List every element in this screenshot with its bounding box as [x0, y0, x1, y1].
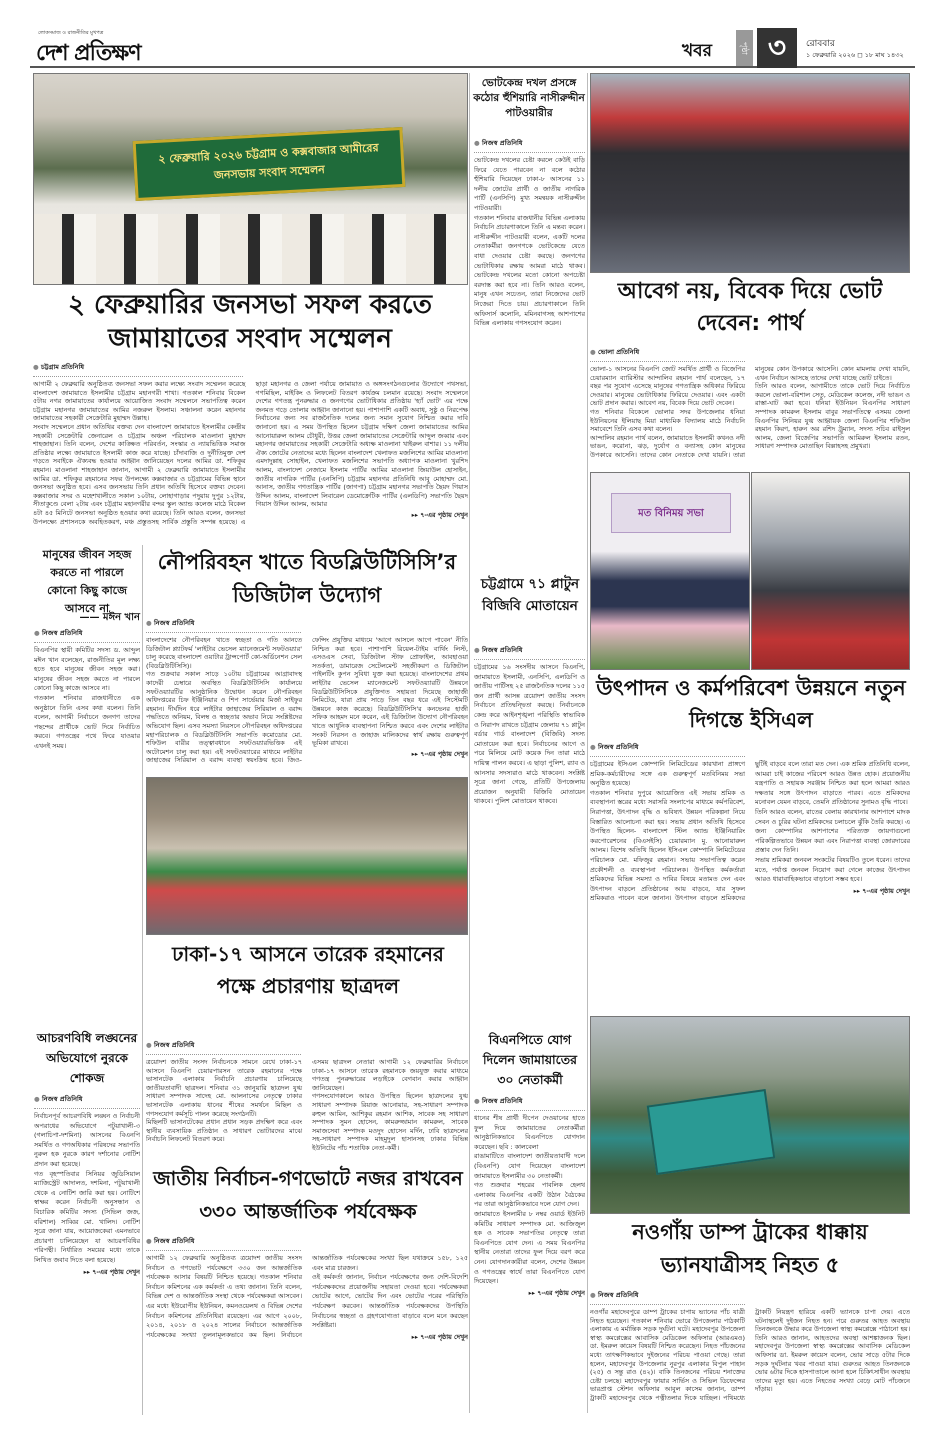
- headline-naogaon[interactable]: নওগাঁয় ডাম্প ট্রাকের ধাক্কায় ভ্যানযাত্রীসহ নিহত ৫: [632, 1220, 868, 1277]
- byline: ● নিজস্ব প্রতিনিধি: [146, 618, 301, 633]
- headline-join-bnp[interactable]: বিএনপিতে যোগ দিলেন জামায়াতের ৩০ নেতাকর্মী: [483, 1032, 577, 1087]
- article-naogaon: [590, 1290, 910, 1414]
- article-partha: [590, 347, 910, 469]
- quote-author: —— মঈন খান: [79, 612, 140, 623]
- paragraph: রাঙামাটিতে বাংলাদেশ জাতীয়তাবাদী দলে (বিএনপি) যোগ দিয়েছেন বাংলাদেশ জামায়াতে ইসলামীর ৩০ নেতাকর্মী।: [474, 1152, 585, 1180]
- headline-bgb[interactable]: চট্টগ্রামে ৭১ প্লাটুন বিজিবি মোতায়েন: [480, 576, 580, 614]
- byline: ● ভোলা প্রতিনিধি: [590, 347, 745, 362]
- headline-nur[interactable]: আচরণবিধি লঙ্ঘনের অভিযোগে নুরকে শোকজ: [36, 1031, 138, 1085]
- chhatradal-rally-photo: [146, 777, 468, 935]
- dump-truck-accident-photo: [590, 1016, 910, 1214]
- truck: [647, 1089, 776, 1175]
- paragraph: গতকাল শনিবার রাজধানীতে এক অনুষ্ঠানে তিনি এসব কথা বলেন। তিনি বলেন, আগামী নির্বাচনে জনগণ তাদের পছন্দের প্রার্থীকে ভোট দিয়ে নির্বাচিত করবে। গণতন্ত্রের পথে ফিরে যাওয়ার এখনই সময়।: [34, 693, 140, 750]
- byline: ● নিজস্ব প্রতিনিধি: [474, 138, 585, 153]
- masthead: [30, 28, 915, 68]
- banner-text: মত বিনিময় সভা: [638, 508, 704, 519]
- article-body: [590, 365, 910, 473]
- paragraph: গত বৃহস্পতিবার সিনিয়র জুডিসিয়াল ম্যাজিস্ট্রেট আদালত, দশমিনা, পটুয়াখালী থেকে এ নোটিশ জারি করা হয়। নোটিশে স্বাক্ষর করেন নির্বাচনী অনুসন্ধান ও বিচারিক কমিটির সদস্য (সিভিল জজ, বরিশাল) সাব্বির মো. খালিদ। নোটিশ সূত্রে জানা যায়, আয়োজকেরা এমনভাবে প্রচারণা চালিয়েছেন যা আচরণবিধির পরিপন্থী। নির্ধারিত সময়ের মধ্যে তাকে লিখিত জবাব দিতে বলা হয়েছে।: [34, 1169, 140, 1264]
- meeting-banner: [611, 493, 731, 533]
- paragraph: তিনি আরও বলেন, আগামীতে তাকে ভোট দিয়ে নির্বাচিত করলে ভোলা-বরিশাল সেতু, মেডিকেল কলেজ, নদী ভাঙন ও রাস্তা-ঘাট করা হবে। ধনিয়া ইউনিয়ন বিএনপির সাধারণ সম্পাদক কামরুল ইসলাম বাবুর সভাপতিত্বে এসময় জেলা বিএনপির সিনিয়র যুগ্ম আহ্বায়ক জেলা বিএনপির শফিউল রহমান কিরণ, হারুন অর রশিদ ট্রুম্যান, সদস্য সচিব রাইসুল আলম, জেলা বিজেপির সভাপতি আমিরুল ইসলাম রতন, সাধারণ সম্পাদক মোতাছিন বিল্লাহসহ প্রমুখরা।: [755, 382, 910, 451]
- article-body: [474, 663, 585, 1031]
- article-body: [146, 1254, 468, 1418]
- article-body: [33, 380, 468, 540]
- page-label: পৃষ্ঠা: [736, 30, 753, 66]
- continued-link[interactable]: ▸▸ ৭-এর পৃষ্ঠায় দেখুন: [312, 750, 468, 759]
- partha-rally-photo: [590, 73, 910, 273]
- byline: ● নিজস্ব প্রতিনিধি: [590, 1290, 745, 1305]
- byline: ● চট্টগ্রাম প্রতিনিধি: [33, 362, 243, 377]
- headline-moyeen[interactable]: মানুষের জীবন সহজ করতে না পারলে কোনো কিছু কাজে আসবে না: [42, 548, 132, 615]
- ecl-audience-photo: [751, 472, 910, 670]
- photo-banner: [133, 127, 406, 201]
- article-body: [474, 1114, 585, 1420]
- article-body: [590, 1308, 910, 1418]
- paragraph: চট্টগ্রামের ইসিএল কোম্পানি লিমিটেডের কারখানা প্রাঙ্গণে শ্রমিক-কর্মচারীদের সঙ্গে এক গুরুত্বপূর্ণ মতবিনিময় সভা অনুষ্ঠিত হয়েছে।: [590, 760, 745, 788]
- newspaper-logo[interactable]: দেশ প্রতিক্ষণ: [36, 41, 141, 66]
- byline: ● নিজস্ব প্রতিনিধি: [474, 645, 585, 660]
- paragraph: আগামী ১২ ফেব্রুয়ারি অনুষ্ঠিতব্য ত্রয়োদশ জাতীয় সংসদ নির্বাচন ও গণভোট পর্যবেক্ষণে ৩৩০ জন আন্তর্জাতিক পর্যবেক্ষক আসার বিষয়টি নিশ্চিত হয়েছে। গতকাল শনিবার নির্বাচন কমিশনের এক কর্মকর্তা এ তথ্য জানান। তিনি বলেন, বিভিন্ন দেশ ও আন্তর্জাতিক সংস্থা থেকে পর্যবেক্ষকরা আসবেন। এর মধ্যে ইউরোপীয় ইউনিয়ন, কমনওয়েলথ ও বিভিন্ন দেশের নির্বাচন কমিশনের প্রতিনিধিরা রয়েছেন। এর আগে ২০০৮, ২০১৪, ২০১৮ ও ২০২৪ সালের নির্বাচনে আন্তর্জাতিক পর্যবেক্ষকের সংখ্যা তুলনামূলকভাবে কম ছিল। নির্বাচনে আন্তর্জাতিক পর্যবেক্ষকের সংখ্যা ছিল যথাক্রমে ১৫৮, ১২৫ এবং মাত্র চারজন।: [146, 1254, 468, 1339]
- headline-jamaat[interactable]: ২ ফেব্রুয়ারির জনসভা সফল করতে জামায়াতের সংবাদ সম্মেলন: [67, 290, 433, 354]
- paragraph: আগামী ২ ফেব্রুয়ারি অনুষ্ঠিতব্য জনসভা সফল করার লক্ষ্যে সংবাদ সম্মেলন করেছে বাংলাদেশ জামায়াতে ইসলামীর চট্টগ্রাম মহানগরী শাখা। গতকাল শনিবার বিকেল ৫টায় নগর জামায়াতের কার্যালয়ে আয়োজিত সংবাদ সম্মেলনে সভাপতিত্ব করেন চট্টগ্রাম মহানগর জামায়াতের আমির নজরুল ইসলাম। সঞ্চালনা করেন মহানগর জামায়াতের সহকারী সেক্রেটারি মুহাম্মদ উল্লাহ।: [33, 380, 246, 423]
- paragraph: গণসংযোগকালে আরও উপস্থিত ছিলেন ছাত্রদলের যুগ্ম সাধারণ সম্পাদক রিয়াজ আনোয়ার, সহ-সাধারণ সম্পাদক রুহুল আমিন, আশিকুর রহমান আশিক, সাবেক সহ সাধারণ সম্পাদক সুমন হোসেন, কামরুজ্জামান কামরুল, সাবেক সমাজসেবা সম্পাদক মওদুদ হোসেন মর্দিন, ঢাবি ছাত্রদলের সহ-সাধারণ সম্পাদক মাহমুদুল হাসানসহ ঢাকার বিভিন্ন ইউনিটের পাঁচ শতাধিক নেতা-কর্মী।: [312, 1092, 468, 1152]
- paragraph: সংবাদ সম্মেলনে প্রধান অতিথির বক্তব্য দেন বাংলাদেশ জামায়াতে ইসলামীর কেন্দ্রীয় সহকারী সেক্রেটারি জেনারেল ও চট্টগ্রাম অঞ্চল পরিচালক মাওলানা মুহাম্মদ শাহজাহান। তিনি বলেন, দেশের কাঙ্ক্ষিত পরিবর্তন, সংস্কার ও ন্যায়ভিত্তিক সমাজ প্রতিষ্ঠার লক্ষ্যে জামায়াতে ইসলামী কাজ করে যাচ্ছে। চাঁদাবাজি ও দুর্নীতিমুক্ত দেশ গড়তে সবাইকে ঐক্যবদ্ধ হওয়ার আহ্বান জানিয়েছেন দলের আমির ডা. শফিকুর রহমান। মাওলানা শাহজাহান জানান, আগামী ২ ফেব্রুয়ারি জামায়াতে ইসলামীর আমির ডা. শফিকুর রহমানের সফর উপলক্ষ্যে কক্সবাজার ও চট্টগ্রামের বিভিন্ন স্থানে জনসভা অনুষ্ঠিত হবে। এসব জনসভায় তিনি প্রধান অতিথি হিসেবে বক্তব্য দেবেন। কক্সবাজার সদর ও মহেশখালীতে সকাল ১০টায়, লোহাগাড়ার পদুয়ায় দুপুর ১২টায়, সীতাকুণ্ডে বেলা ২টায় এবং চট্টগ্রাম মহানগরীর বন্দর স্কুল অ্যান্ড কলেজ মাঠে বিকেল ৪টা ৪৫ মিনিটে জনসভা অনুষ্ঠিত হওয়ার কথা রয়েছে। তিনি আরও বলেন, জনসভা উপলক্ষ্যে প্রশাসনকে অবহিতকরণ, মঞ্চ প্রস্তুতসহ সার্বিক প্রস্তুতি সম্পন্ন হয়েছে। এ ছাড়া মহানগর ও জেলা পর্যায়ে জামায়াত ও অঙ্গসংগঠনগুলোর উদ্যোগে পথসভা, গণমিছিল, মাইকিং ও লিফলেট বিতরণ কার্যক্রম চলমান রয়েছে। সংবাদ সম্মেলনে দেশের গণতন্ত্র পুনরুদ্ধার ও জনগণের ভোটাধিকার প্রতিষ্ঠায় 'হ্যাঁ ভোট' এর পক্ষে জনমত গড়ে তোলার আহ্বান জানানো হয়। পাশাপাশি একটি অবাধ, সুষ্ঠু ও নিরপেক্ষ নির্বাচনের জন্য সব রাজনৈতিক দলের জন্য সমান সুযোগ নিশ্চিত করার দাবি জানানো হয়। এ সময় উপস্থিত ছিলেন চট্টগ্রাম দক্ষিণ জেলা জামায়াতের আমির আনোয়ারুল আলম চৌধুরী, উত্তর জেলা জামায়াতের সেক্রেটারি আব্দুল জব্বার এবং মহানগর জামায়াতের সহকারী সেক্রেটারি অধ্যক্ষ মাওলানা খাইরুল বাশার। ১১ দলীয় ঐক্য জোটের নেতাদের মধ্যে ছিলেন বাংলাদেশ খেলাফত মজলিশের আমির মাওলানা এমদাদুল্লাহ সোহাইল, খেলাফত মজলিশের সভাপতি অধ্যাপক মাওলানা খুরশিদ আলম, বাংলাদেশ নেজামে ইসলাম পার্টির আমির মাওলানা জিয়াউল হোসাইন, জাতীয় নাগরিক পার্টির (এনসিপি) চট্টগ্রাম মহানগর প্রতিনিধি আবু মোহাম্মদ মো. আনাস, জাতীয় গণতান্ত্রিক পার্টির (জাগপা) চট্টগ্রাম মহানগর সভাপতি ছৈয়দ গিয়াস উদ্দিন আলম, বাংলাদেশ লিবারেল ডেমোক্রেটিক পার্টির (এলডিপি) সভাপতি ছৈয়দ গিয়াস উদ্দিন আলম, আমার: [33, 380, 468, 526]
- paragraph: এসময় ছাত্রদল নেতারা আগামী ১২ ফেব্রুয়ারির নির্বাচনে ঢাকা-১৭ আসনে তারেক রহমানকে জয়যুক্ত করার মাধ্যমে গণতন্ত্র পুনরুদ্ধারের লড়াইকে বেগবান করার আহ্বান জানিয়েছেন।: [312, 1058, 468, 1092]
- byline: ● নিজস্ব প্রতিনিধি: [146, 1040, 301, 1055]
- article-observers: [146, 1236, 468, 1414]
- paragraph: গতকাল শনিবার রাজধানীর বিভিন্ন এলাকায় নির্বাচনি প্রচারণাকালে তিনি এ মন্তব্য করেন। নাসীরুদ্দীন পাটওয়ারী বলেন, একটি দলের নেতাকর্মীরা জনগণকে ভোটকেন্দ্রে যেতে বাধা দেওয়ার চেষ্টা করছে। জনগণের ভোটাধিকার রক্ষায় আমরা মাঠে থাকব। ভোটকেন্দ্র দখলের মতো কোনো অপচেষ্টা বরদাস্ত করা হবে না। তিনি আরও বলেন, মানুষ এখন সচেতন, তারা নিজেদের ভোট নিজেরা দিতে চায়। প্রচারণাকালে তিনি অফিসার্স কলোনি, মমিনবাগসহ আশপাশের বিভিন্ন এলাকায় গণসংযোগ করেন।: [474, 213, 585, 328]
- paragraph: আন্দালিব রহমান পার্থ বলেন, জামায়াতে ইসলামী কখনও নদী ভাঙন, করোনা, ঝড়, দুর্যোগ ও বন্যাসহ কোন মানুষের উপকারে আসেনি। তাদের কোন নেতাকে দেখা যায়নি। তারা মানুষের কোন উপকারে আসেনি। কোন মামলায় দেখা যায়নি, এখন নির্বাচন আসছে তাদের দেখা যাচ্ছে ভোট চাইতে।: [590, 365, 910, 459]
- banner-text: ২ ফেব্রুয়ারি ২০২৬ চট্টগ্রাম ও কক্সবাজার আমীরের জনসভায় সংবাদ সম্মেলন: [157, 141, 379, 182]
- article-jamaat: [33, 362, 468, 537]
- paragraph: বাংলাদেশের নৌপরিবহন খাতে স্বচ্ছতা ও গতি আনতে ডিজিটাল প্ল্যাটফর্ম 'লাইটার ভেসেল ম্যানেজমেন্ট সফটওয়্যার' চালু করেছে বাংলাদেশ ওয়াটার ট্রান্সপোর্ট কো-অর্ডিনেশন সেল (বিডব্লিউটিসিসি)।: [146, 636, 302, 670]
- photo-caption: ধানের শীষ প্রার্থী দীপেন দেওয়ানের হাতে ফুল দিয়ে জামায়াতের নেতাকর্মীরা আনুষ্ঠানিকভাবে বিএনপিতে যোগদান করেছেন। ছবি : কালবেলা: [474, 1114, 585, 1151]
- article-patwari: [474, 138, 585, 568]
- article-nur: [34, 1094, 140, 1414]
- article-chhatradal: [146, 1040, 468, 1158]
- paragraph: ওই কর্মকর্তা জানান, নির্বাচন পর্যবেক্ষণের জন্য দেশি-বিদেশি পর্যবেক্ষকদের প্রয়োজনীয় সহায়তা দেওয়া হবে। পর্যবেক্ষকরা ভোটের আগে, ভোটের দিন এবং ভোটের পরের পরিস্থিতি পর্যবেক্ষণ করবেন। আন্তর্জাতিক পর্যবেক্ষকদের উপস্থিতি নির্বাচনের স্বচ্ছতা ও গ্রহণযোগ্যতা বাড়াবে বলে মনে করছেন সংশ্লিষ্টরা।: [312, 1273, 468, 1330]
- paragraph: তিনি আরও বলেন, রাতের বেলায় কারখানার আশপাশে মাদক সেবন ও চুরির ঘটনা শ্রমিকদের চলাচলে ঝুঁকি তৈরি করছে। এ জন্য কোম্পানির আশপাশের পরিত্যক্ত জায়গাগুলো পরিকল্পিতভাবে উন্নয়ন করা এবং নিরাপত্তা ব্যবস্থা জোরদারের প্রস্তাব দেন তিনি।: [755, 807, 910, 855]
- paragraph: মিছিলটি ভাসানটেকের প্রধান প্রধান সড়ক প্রদক্ষিণ করে এবং স্থানীয় ব্যবসায়িক প্রতিষ্ঠান ও সাধারণ ভোটারদের মাঝে নির্বাচনি লিফলেট বিতরণ করে।: [146, 1118, 302, 1144]
- paragraph: গত শুক্রবার শহরের পাবলিক হেলথ এলাকায় বিএনপির একটি উঠান বৈঠকের পর তারা আনুষ্ঠানিকভাবে দলে যোগ দেন।: [474, 1181, 585, 1209]
- byline: ● নিজস্ব প্রতিনিধি: [34, 628, 140, 643]
- paragraph: নওগাঁর মহাদেবপুরে ডাম্প ট্রাকের চাপায় ভ্যানের পাঁচ যাত্রী নিহত হয়েছেন। গতকাল শনিবার ভোরে উপজেলার পাঠকাটি এলাকায় এ মর্মান্তিক সড়ক দুর্ঘটনা ঘটে। মহাদেবপুর উপজেলা স্বাস্থ্য কমপ্লেক্সের আবাসিক মেডিকেল অফিসার (আরএমও) ডা. ইমরুল কায়েস বিষয়টি নিশ্চিত করেছেন। নিহত পাঁচজনের মধ্যে তাৎক্ষণিকভাবে দুইজনের পরিচয় পাওয়া গেছে। তারা হলেন, মহাদেবপুর উপজেলার নুরপুর এলাকার বিপুল পাহান (২৫) ও সন্তু রাও (৪২)। বাকি তিনজনের পরিচয় শনাক্তের চেষ্টা চলছে। মহাদেবপুর ফায়ার সার্ভিস ও সিভিল ডিফেন্সের ভারপ্রাপ্ত স্টেশন অফিসার আবুল কাসেম জানান, ডাম্প ট্রাকটি মহাদেবপুর থেকে পত্নীতলার দিকে যাচ্ছিল। পথিমধ্যে ট্রাকটি নিয়ন্ত্রণ হারিয়ে একটি ভ্যানকে চাপা দেয়। এতে ঘটনাস্থলেই দুইজন নিহত হন। পরে গুরুতর আহত অবস্থায় তিনজনকে উদ্ধার করে উপজেলা স্বাস্থ্য কমপ্লেক্সে পাঠানো হয়। তিনি আরও জানান, আহতদের অবস্থা আশঙ্কাজনক ছিল। মহাদেবপুর উপজেলা স্বাস্থ্য কমপ্লেক্সের আবাসিক মেডিকেল অফিসার ডা. ইমরুল কায়েস বলেন, ভোর সাড়ে ৫টার দিকে সড়ক দুর্ঘটনার খবর পাওয়া যায়। গুরুতর আহত তিনজনকে ভোর ৬টার দিকে হাসপাতালে আনা হলে চিকিৎসাধীন অবস্থায় তাদের মৃত্যু হয়। এতে নিহতের সংখ্যা বেড়ে মোট পাঁচজনে দাঁড়ায়।: [590, 1308, 910, 1402]
- paragraph: জামায়াতে ইসলামীর ৮ নম্বর ওয়ার্ড ইউনিট কমিটির সাধারণ সম্পাদক মো. আজিজুল হক ও সাবেক সভাপতির নেতৃত্বে তারা বিএনপিতে যোগ দেন। এ সময় বিএনপির স্থানীয় নেতারা তাদের ফুল দিয়ে বরণ করে নেন। যোগদানকারীরা বলেন, দেশের উন্নয়ন ও গণতন্ত্রের স্বার্থে তারা বিএনপিতে যোগ দিয়েছেন।: [474, 1209, 585, 1286]
- article-body: [474, 156, 585, 574]
- article-body: [146, 636, 468, 778]
- article-bgb: [474, 645, 585, 1025]
- article-body: [590, 760, 910, 1016]
- paragraph: সভায় শ্রমিকরা জনবল সংকটের বিষয়টিও তুলে ধরেন। তাদের মতে, পর্যাপ্ত জনবল নিয়োগ করা গেলে কাজের উৎপাদন আরও ধারাবাহিকভাবে বাড়ানো সম্ভব হবে।: [755, 855, 910, 884]
- headline-chhatradal[interactable]: ঢাকা-১৭ আসনে তারেক রহমানের পক্ষে প্রচারণায় ছাত্রদল: [172, 942, 444, 998]
- masthead-tagline: লোকসমাজ ও রাজনীতির মুখপত্র: [38, 30, 104, 36]
- continued-link[interactable]: ▸▸ ৭-এর পৃষ্ঠায় দেখুন: [474, 1289, 585, 1299]
- article-bwtcc: [146, 618, 468, 773]
- continued-link[interactable]: ▸▸ ৭-এর পৃষ্ঠায় দেখুন: [34, 1268, 140, 1278]
- paragraph: চট্টগ্রামের ১৬ সংসদীয় আসনে বিএনপি, জামায়াতে ইসলামী, এনসিপি, এলডিপি ও জাতীয় পার্টিসহ ২৫ রাজনৈতিক দলের ১১৫ জন প্রার্থী আসন্ন ত্রয়োদশ জাতীয় সংসদ নির্বাচনে প্রতিদ্বন্দ্বিতা করছে। নির্বাচনকে কেন্দ্র করে আইনশৃঙ্খলা পরিস্থিতি স্বাভাবিক ও নিরাপদ রাখতে চট্টগ্রাম জেলায় ৭১ প্লাটুন বর্ডার গার্ড বাংলাদেশ (বিজিবি) সদস্য মোতায়েন করা হবে। নির্বাচনের আগে ও পরে মিলিয়ে মোট কয়েক দিন তারা মাঠে দায়িত্ব পালন করবে। এ ছাড়া পুলিশ, র‍্যাব ও আনসার সদস্যরাও মাঠে থাকবেন। সংশ্লিষ্ট সূত্রে জানা গেছে, প্রতিটি উপজেলায় প্রয়োজন অনুযায়ী বিজিবি মোতায়েন থাকবে। পুলিশ মোতায়েন থাকবে।: [474, 663, 585, 806]
- paragraph: বিএনপির স্থায়ী কমিটির সদস্য ড. আব্দুল মঈন খান বলেছেন, রাজনীতির মূল লক্ষ্য হতে হবে মানুষের জীবন সহজ করা। মানুষের জীবন সহজ করতে না পারলে কোনো কিছু কাজে আসবে না।: [34, 646, 140, 693]
- byline: ● নিজস্ব প্রতিনিধি: [474, 1096, 585, 1111]
- paragraph: ভোটকেন্দ্র দখলের চেষ্টা করলে কেউই বাড়ি ফিরে যেতে পারবেন না বলে কঠোর হুঁশিয়ারি দিয়েছেন ঢাকা-৮ আসনের ১১ দলীয় জোটের প্রার্থী ও জাতীয় নাগরিক পার্টি (এনসিপি) মুখ্য সমন্বয়ক নাসীরুদ্দীন পাটওয়ারী।: [474, 156, 585, 212]
- byline: ● নিজস্ব প্রতিনিধি: [590, 742, 745, 757]
- paragraph: নির্বাচনপূর্ব আচরণবিধি লঙ্ঘন ও নির্বাচনী অপরাধের অভিযোগে পটুয়াখালী-৩ (গলাচিপা-দশমিনা) আসনের বিএনপি সমর্থিত ও গণঅধিকার পরিষদের সভাপতি নুরুল হক নুরকে কারণ দর্শানোর নোটিশ প্রদান করা হয়েছে।: [34, 1112, 140, 1168]
- paragraph: ভোলা-১ আসনের বিএনপি জোট সমর্থিত প্রার্থী ও বিজেপির চেয়ারম্যান ব্যারিস্টার আন্দালিব রহমান পার্থ বলেছেন, ১৭ বছর পর সুযোগ এসেছে মানুষের গণতান্ত্রিক অধিকার ফিরিয়ে দেওয়ার। মানুষের ভোটাধিকার ফিরিয়ে দেওয়ার। এবং একটা ভোট প্রদান করার। আবেগ নয়, বিবেক দিয়ে ভোট দেবেন।: [590, 365, 745, 408]
- ecl-meeting-stage-photo: [590, 472, 750, 670]
- continued-link[interactable]: ▸▸ ৭-এর পৃষ্ঠায় দেখুন: [755, 887, 910, 897]
- page-number: ৩: [757, 28, 797, 68]
- continued-link[interactable]: ▸▸ ৭-এর পৃষ্ঠায় দেখুন: [312, 1333, 468, 1343]
- article-join-bnp: [474, 1096, 585, 1414]
- headline-ecl[interactable]: উৎপাদন ও কর্মপরিবেশ উন্নয়নে নতুন দিগন্তে ইসিএল: [596, 676, 906, 732]
- article-body: [34, 646, 140, 1030]
- issue-day: রোববার: [806, 39, 835, 49]
- headline-observers[interactable]: জাতীয় নির্বাচন-গণভোটে নজর রাখবেন ৩৩০ আন্তর্জাতিক পর্যবেক্ষক: [153, 1167, 463, 1223]
- headline-partha[interactable]: আবেগ নয়, বিবেক দিয়ে ভোট দেবেন: পার্থ: [617, 279, 883, 336]
- press-conference-photo: [33, 73, 468, 285]
- paragraph: গতকাল শনিবার দুপুরে আয়োজিত এই সভায় শ্রমিক ও ব্যবস্থাপনা স্তরের মধ্যে সরাসরি সংলাপের মাধ্যমে কর্মপরিবেশ, নিরাপত্তা, উৎপাদন বৃদ্ধি ও ভবিষ্যৎ উন্নয়ন পরিকল্পনা নিয়ে বিস্তারিত আলোচনা করা হয়। সভায় প্রধান অতিথি হিসেবে উপস্থিত ছিলেন- বাংলাদেশ স্টিল অ্যান্ড ইঞ্জিনিয়ারিং করপোরেশনের (বিএসইসি) চেয়ারম্যান মু. আনোয়ারুল আলম। বিশেষ অতিথি ছিলেন ইসিএল কোম্পানি লিমিটেডের পরিচালক মো. মফিজুর রহমান। সভায় সভাপতিত্ব করেন প্রকৌশলী ও ব্যবস্থাপনা পরিচালক। উপস্থিত কর্মকর্তারা শ্রমিকদের বিভিন্ন সমস্যা ও দাবির বিষয়ে মতামত দেন এবং উৎপাদন বাড়লে প্রতিষ্ঠানের আয় বাড়বে, যার সুফল শ্রমিকরাও পাবেন বলে জানান। উৎপাদন বাড়লে শ্রমিকদের ছুটিই বাড়বে বলে তারা মত দেন। এক শ্রমিক প্রতিনিধি বলেন, আমরা চাই কাজের পরিবেশ আরও উন্নত হোক। প্রয়োজনীয় যন্ত্রপাতি ও সহায়ক সরঞ্জাম নিশ্চিত করা হলে আমরা আরও দক্ষতার সঙ্গে উৎপাদন বাড়াতে পারব। এতে শ্রমিকদের মনোবল যেমন বাড়বে, তেমনি প্রতিষ্ঠানের সুনামও বৃদ্ধি পাবে।: [590, 760, 910, 903]
- headline-bwtcc[interactable]: নৌপরিবহন খাতে বিডব্লিউটিসিসি’র ডিজিটাল উদ্যোগ: [157, 550, 457, 607]
- issue-date: ১ ফেব্রুয়ারি ২০২৬ ◻ ১৮ মাঘ ১৪৩২: [806, 51, 904, 59]
- article-body: [34, 1112, 140, 1420]
- article-moyeen: [34, 628, 140, 1024]
- speakers-row: [34, 214, 467, 284]
- article-ecl: [590, 742, 910, 1012]
- section-name: খবর: [682, 41, 712, 61]
- paragraph: ত্রয়োদশ জাতীয় সংসদ নির্বাচনকে সামনে রেখে ঢাকা-১৭ আসনে বিএনপি চেয়ারপারসন তারেক রহমানের পক্ষে ভাসানটেক এলাকায় নির্বাচনি প্রচারণায় চালিয়েছে জাতীয়তাবাদী ছাত্রদল। শনিবার ৩১ জানুয়ারি ছাত্রদল যুগ্ম সাধারণ সম্পাদক সাদেহ মো. আলনাসের নেতৃত্বে ঢাকার ভাসানটেক এলাকায় ধানের শীষের সমর্থনে মিছিল ও গণসংযোগ কর্মসূচি পালন করেছে সংগঠনটি।: [146, 1058, 302, 1118]
- byline: ● নিজস্ব প্রতিনিধি: [146, 1236, 301, 1251]
- continued-link[interactable]: ▸▸ ৭-এর পৃষ্ঠায় দেখুন: [256, 511, 469, 520]
- headline-patwari[interactable]: ভোটকেন্দ্র দখল প্রসঙ্গে কঠোর হুঁশিয়ারি নাসীরুদ্দীন পাটওয়ারীর: [473, 77, 585, 119]
- paragraph: গত শনিবার বিকেলে ভোলার সদর উপজেলার ধনিয়া ইউনিয়নের ইলিয়াছ মিয়া মাধ্যমিক বিদ্যালয় মাঠে নির্বাচনি সমাবেশে তিনি এসব কথা বলেন।: [590, 407, 745, 434]
- paragraph: গত শুক্রবার সকাল সাড়ে ১০টায় চট্টগ্রামের আগ্রাবাদস্থ কাদেরী চেম্বারে অবস্থিত বিডব্লিউটিসিসি কার্যালয়ে সফটওয়্যারটির আনুষ্ঠানিক উদ্বোধন করেন নৌপরিবহন অধিদপ্তরের চিফ ইঞ্জিনিয়ার ও শিপ সার্ভেয়ার মির্জা সাইফুর রহমান। দীর্ঘদিন ধরে লাইটার জাহাজের সিরিয়াল ও বরাদ্দ পদ্ধতিতে অনিয়ম, বিলম্ব ও স্বচ্ছতার অভাব নিয়ে সংশ্লিষ্টদের অভিযোগ ছিল। এসব সমস্যা নিরসনে নৌপরিবহন অধিদপ্তরের মহাপরিচালক ও বিডব্লিউটিসিসি সভাপতি কমোডোর মো. শফিউল বারীর তত্ত্বাবধানে সফটওয়্যারভিত্তিক এই অটোমেশন চালু করা হয়। এই সফটওয়্যারের মাধ্যমে লাইটার জাহাজের সিরিয়াল ও বরাদ্দ ব্যবস্থা স্বয়ংক্রিয় হবে। জিও-ফেন্সিং প্রযুক্তির মাধ্যমে 'আগে আসলে আগে পাবেন' নীতি নিশ্চিত করা হবে। পাশাপাশি রিয়েল-টাইম বার্থিং লিস্ট, এসওএস সেবা, ডিজিটাল স্টাফ প্রোফাইল, আবহাওয়া সতর্কতা, ডামারেজ সেটেলমেন্ট সহজীকরণ ও ডিজিটাল পাইলটিং কুপন সুবিধা যুক্ত করা হয়েছে। বাংলাদেশের প্রথম লাইটার ভেসেল ম্যানেজমেন্ট সফটওয়্যারটি উন্নয়নে বিডব্লিউটিসিসিকে প্রযুক্তিগত সহায়তা দিয়েছে জাহাজী লিমিটেড, যারা প্রায় সাড়ে তিন বছর ধরে এই সিস্টেমটি উন্নয়নে কাজ করেছে। বিডব্লিউটিসিসি'র কনভেনর হাজী সফিক আহমদ মনে করেন, এই ডিজিটাল উদ্যোগ নৌপরিবহন খাতে আধুনিক ব্যবস্থাপনা নিশ্চিত করবে এবং দেশের লাইটার সংকট নিরসন ও জাহাজ মালিকদের স্বার্থ রক্ষায় গুরুত্বপূর্ণ ভূমিকা রাখবে।: [146, 636, 468, 765]
- byline: ● নিজস্ব প্রতিনিধি: [34, 1094, 140, 1109]
- article-body: [146, 1058, 468, 1162]
